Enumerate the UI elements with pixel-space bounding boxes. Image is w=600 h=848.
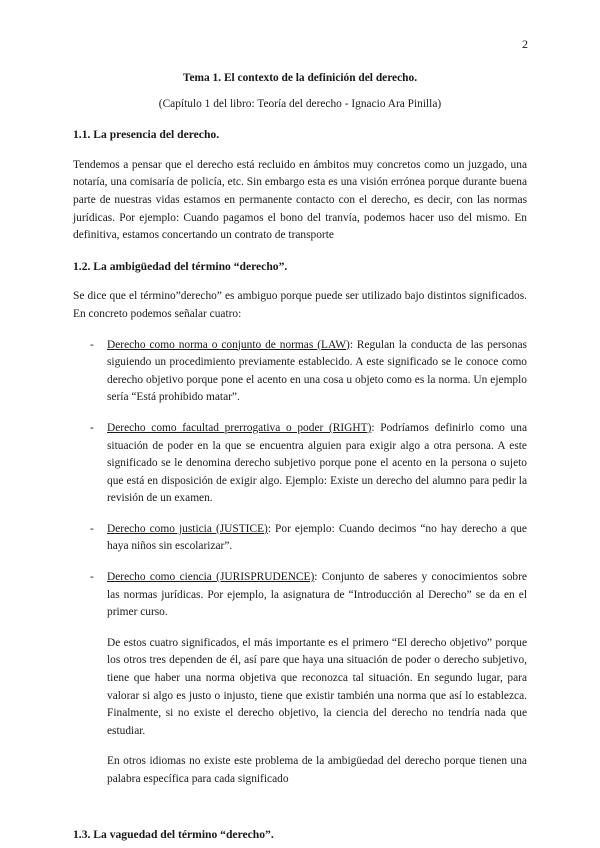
page-number: 2	[522, 37, 528, 51]
list-item-term: Derecho como norma o conjunto de normas (LAW)	[107, 338, 350, 351]
document-title: Tema 1. El contexto de la definición del derecho.	[182, 72, 418, 84]
list-dash: -	[90, 338, 94, 351]
document-body	[73, 70, 527, 843]
section-heading-1-3: 1.3. La vaguedad del término “derecho”.	[73, 827, 274, 841]
section-heading-1-1: 1.1. La presencia del derecho.	[73, 128, 220, 142]
meanings-list	[73, 337, 527, 622]
section-1-2-paragraph-1: De estos cuatro significados, el más importante es el primero “El derecho objetivo” porque los otros tres dependen de él, así pare que haya una situación de poder o derecho subjetivo, tiene que haber una norma objetiva que reconozca tal situación. En segundo lugar, para valorar si algo es justo o injusto, tiene que existir también una norma que así lo establezca. Finalmente, si no existe el derecho objetivo, la ciencia del derecho no tendría nada que estudiar.	[107, 636, 527, 737]
list-dash: -	[90, 522, 94, 535]
section-heading-1-2: 1.2. La ambigüedad del término “derecho”.	[73, 259, 288, 273]
section-1-2-paragraph-2: En otros idiomas no existe este problema de la ambigüedad del derecho porque tienen una palabra específica para cada significado	[107, 755, 527, 785]
section-1-2-intro: Se dice que el término”derecho” es ambiguo porque puede ser utilizado bajo distintos significados. En concreto podemos señalar cuatro:	[73, 290, 527, 320]
section-1-1-paragraph: Tendemos a pensar que el derecho está recluido en ámbitos muy concretos como un juzgado, una notaría, una comisaría de policía, etc. Sin embargo esta es una visión errónea porque durante buena parte de nuestras vidas estamos en permanente contacto con el derecho, es decir, con las normas jurídicas. Por ejemplo: Cuando pagamos el bono del tranvía, podemos hacer uso del mismo. En definitiva, estamos concertando un contrato de transporte	[73, 158, 527, 242]
document-subtitle: (Capítulo 1 del libro: Teoría del derecho - Ignacio Ara Pinilla)	[158, 97, 442, 110]
list-item-text: : Regulan la conducta de las personas siguiendo un procedimiento previamente establecido. A este significado se le conoce como derecho objetivo porque pone el acento en una cosa u objeto como es la norma. Un ejemplo sería “Está prohibido matar”.	[107, 338, 527, 404]
list-item	[73, 337, 527, 407]
list-item-text: : Por ejemplo: Cuando decimos “no hay derecho a que haya niños sin escolarizar”.	[107, 522, 527, 553]
list-item	[73, 420, 527, 508]
list-item	[73, 521, 527, 556]
list-dash: -	[90, 421, 94, 434]
list-dash: -	[90, 571, 94, 584]
list-item-text: : Podríamos definirlo como una situación de poder en la que se encuentra alguien para exigir algo a otra persona. A este significado se le denomina derecho subjetivo porque pone el acento en la persona o sujeto que está en disposición de exigir algo. Ejemplo: Existe un derecho del alumno para pedir la revisión de un examen.	[107, 421, 527, 505]
list-item-term: Derecho como facultad prerrogativa o poder (RIGHT)	[107, 421, 372, 434]
list-item-term: Derecho como justicia (JUSTICE)	[107, 522, 268, 535]
list-item-term: Derecho como ciencia (JURISPRUDENCE)	[107, 571, 315, 584]
list-item-text: : Conjunto de saberes y conocimientos sobre las normas jurídicas. Por ejemplo, la asignatura de “Introducción al Derecho” se da en el primer curso.	[107, 571, 527, 619]
list-item	[73, 569, 527, 622]
